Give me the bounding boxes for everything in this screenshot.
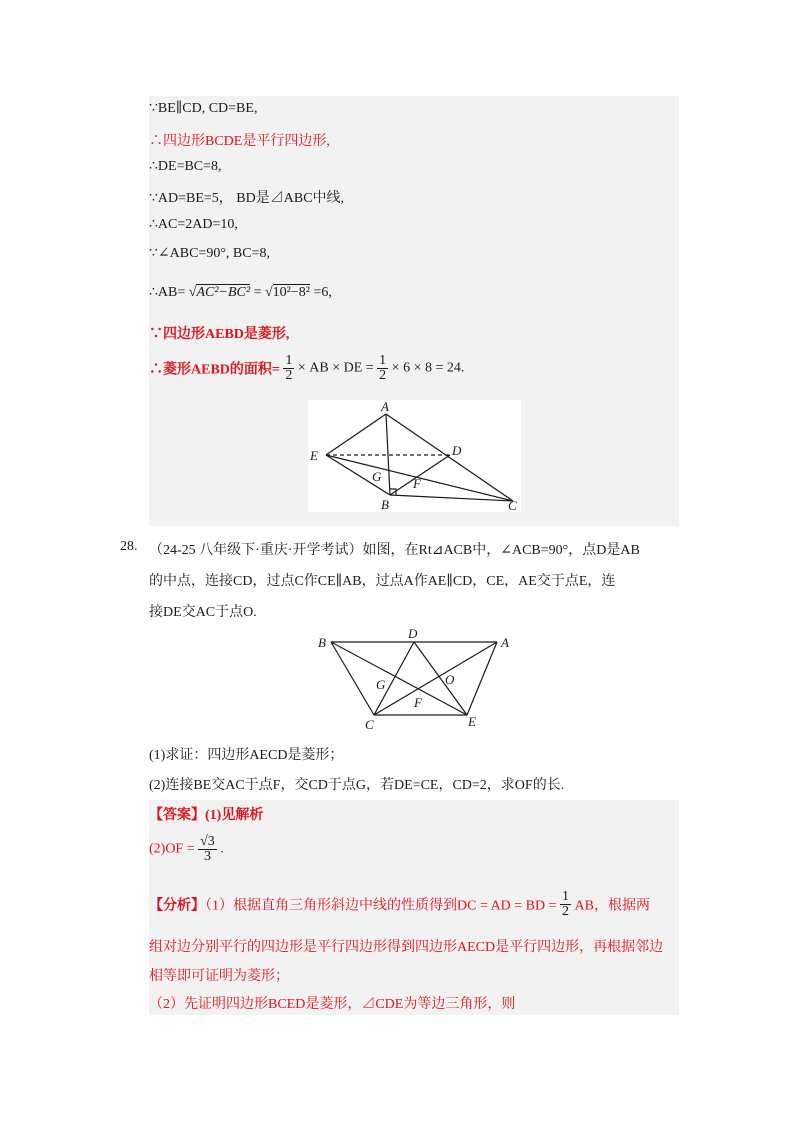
analysis-p1-suffix: AB，根据两 <box>574 898 650 914</box>
line7-radicand-1: AC²−BC² <box>196 285 251 300</box>
fraction-half-1: $\frac{1}{2}$ <box>285 353 293 383</box>
line7-equals: = <box>253 285 262 300</box>
edge-AE <box>326 414 386 455</box>
answer-part-2-prefix: (2)OF = <box>149 841 195 857</box>
line7-prefix: ∴AB= <box>149 285 186 300</box>
analysis-line-2: 组对边分别平行的四边形是平行四边形得到四边形AECD是平行四边形，再根据邻边 <box>149 940 664 955</box>
figure-2-svg <box>315 625 515 730</box>
sqrt-sign-2: √ <box>264 285 273 300</box>
label-C: C <box>508 498 517 512</box>
solution-line-9 <box>149 354 464 383</box>
figure-2 <box>315 625 515 730</box>
problem-line-1: （24-25 八年级下·重庆·开学考试）如图，在Rt⊿ACB中，∠ACB=90°，点D是AB <box>149 543 640 558</box>
label-G: G <box>376 677 386 692</box>
label-D: D <box>408 626 418 641</box>
problem-number: 28. <box>120 539 138 554</box>
question-1: (1)求证：四边形AECD是菱形； <box>149 748 344 763</box>
answer-line-2 <box>149 835 224 864</box>
label-D: D <box>452 443 462 458</box>
analysis-line-1 <box>149 890 650 919</box>
label-C: C <box>365 717 374 730</box>
line7-radicand-2: 10²−8² <box>272 285 310 300</box>
answer-part-1: (1)见解析 <box>205 808 264 823</box>
analysis-p1-prefix: （1）根据直角三角形斜边中线的性质得到DC = AD = BD = <box>205 898 557 914</box>
solution-line-4: ∵AD=BE=5， BD是⊿ABC中线, <box>149 191 345 206</box>
fraction-sqrt3-over-3: $\frac{√3}{3}$ <box>200 834 215 864</box>
fraction-half-3: $\frac{1}{2}$ <box>562 889 570 919</box>
solution-line-3: ∴DE=BC=8, <box>149 159 222 174</box>
label-A: A <box>381 400 389 414</box>
analysis-line-3: 相等即可证明为菱形； <box>149 969 289 984</box>
problem-line-3: 接DE交AC于点O. <box>149 605 257 620</box>
fraction-half-2: $\frac{1}{2}$ <box>379 353 387 383</box>
solution-line-6: ∵∠ABC=90°, BC=8, <box>149 246 270 261</box>
question-2: (2)连接BE交AC于点F，交CD于点G，若DE=CE，CD=2，求OF的长. <box>149 778 565 793</box>
edge-AC <box>386 414 513 501</box>
problem-line-2: 的中点，连接CD，过点C作CE∥AB，过点A作AE∥CD，CE，AE交于点E，连 <box>149 574 616 589</box>
solution-line-7 <box>149 284 332 301</box>
line9-suffix: × 6 × 8 = 24. <box>391 360 465 376</box>
label-O: O <box>445 672 455 687</box>
label-B: B <box>318 635 326 650</box>
solution-line-2: ∴四边形BCDE是平行四边形, <box>149 134 330 149</box>
edge-AC <box>374 642 497 715</box>
solution-line-1: ∵BE∥CD, CD=BE, <box>149 101 258 116</box>
label-E: E <box>310 448 318 463</box>
analysis-line-4: （2）先证明四边形BCED是菱形，⊿CDE为等边三角形，则 <box>149 997 516 1012</box>
answer-tag: 【答案】 <box>149 808 205 823</box>
analysis-tag: 【分析】 <box>149 898 205 914</box>
sqrt-sign-1: √ <box>188 285 197 300</box>
solution-line-5: ∴AC=2AD=10, <box>149 217 238 232</box>
line9-prefix: ∴菱形AEBD的面积= <box>149 362 280 378</box>
figure-1-svg <box>308 400 521 512</box>
label-E: E <box>468 714 476 729</box>
answer-part-2-suffix: . <box>220 841 224 857</box>
figure-1 <box>308 400 521 512</box>
line7-suffix: =6, <box>313 285 332 300</box>
answer-line-1 <box>149 804 263 824</box>
solution-line-8: ∵四边形AEBD是菱形, <box>149 327 290 342</box>
line9-mid: × AB × DE = <box>297 360 374 376</box>
label-A: A <box>501 635 509 650</box>
edge-AE <box>467 642 497 715</box>
label-F: F <box>413 476 421 491</box>
label-G: G <box>372 469 382 484</box>
label-F: F <box>414 695 422 710</box>
label-B: B <box>381 497 389 512</box>
